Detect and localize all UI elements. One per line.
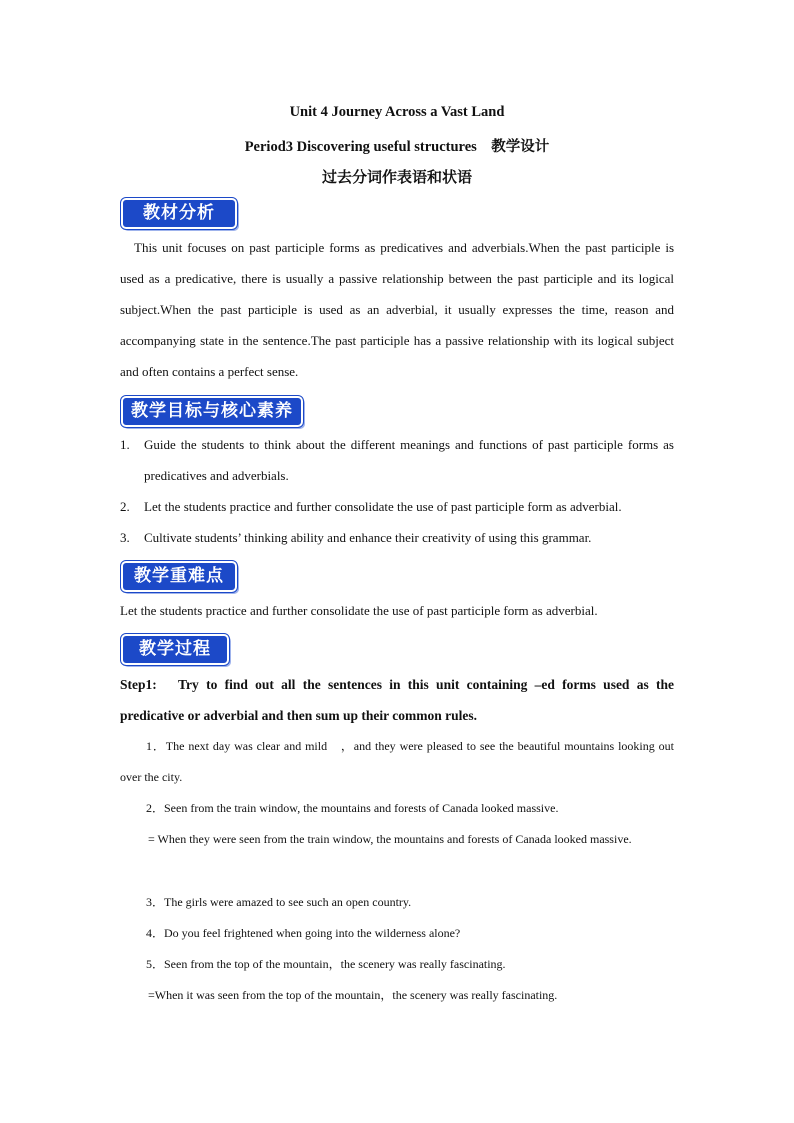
example-sentence: 4．Do you feel frightened when going into the wilderness alone?: [146, 926, 461, 940]
unit-title: Unit 4 Journey Across a Vast Land: [289, 104, 505, 120]
analysis-paragraph: This unit focuses on past participle forms as predicatives and adverbials.When the past participle is used as a predicative, there is usually a passive relationship between the past participle and its logical subject.When the past participle is used as an adverbial, it usually expresses the time, reason and accompanying state in the sentence.The past participle has a passive relationship with its logical subject and often contains a perfect sense.: [120, 240, 674, 379]
section-badge-objectives: 教学目标与核心素养: [121, 396, 303, 427]
example-sentence: 1．The next day was clear and mild ，and they were pleased to see the beautiful mountains looking out over the city.: [120, 739, 674, 784]
objective-number: 3.: [120, 530, 130, 545]
objective-text: Cultivate students’ thinking ability and enhance their creativity of using this grammar.: [144, 530, 592, 545]
example-sentence: 5．Seen from the top of the mountain，the scenery was really fascinating.: [146, 957, 506, 971]
section-badge-process: 教学过程: [121, 634, 229, 665]
objective-text: Let the students practice and further consolidate the use of past participle form as adverbial.: [144, 499, 622, 514]
objective-number: 1.: [120, 437, 130, 452]
objective-number: 2.: [120, 499, 130, 514]
difficulties-text: Let the students practice and further consolidate the use of past participle form as adverbial.: [120, 603, 598, 618]
example-sentence: 2．Seen from the train window, the mountains and forests of Canada looked massive.: [146, 801, 559, 815]
topic-title: 过去分词作表语和状语: [321, 168, 472, 186]
section-badge-analysis: 教材分析: [121, 198, 237, 229]
objective-item: [120, 522, 674, 553]
objective-item: [120, 491, 674, 522]
example-sentence: = When they were seen from the train window, the mountains and forests of Canada looked massive.: [148, 832, 632, 846]
period-title: Period3 Discovering useful structures 教学设计: [244, 139, 550, 155]
objective-item: [120, 429, 674, 491]
example-sentence: =When it was seen from the top of the mountain，the scenery was really fascinating.: [148, 988, 558, 1002]
objective-text: Guide the students to think about the different meanings and functions of past participle forms as predicatives and adverbials.: [144, 437, 674, 483]
step1-instruction: Step1: Try to find out all the sentences in this unit containing –ed forms used as the predicative or adverbial and then sum up their common rules.: [120, 677, 674, 723]
example-sentence: 3．The girls were amazed to see such an open country.: [146, 895, 412, 909]
section-badge-difficulties: 教学重难点: [121, 561, 237, 592]
